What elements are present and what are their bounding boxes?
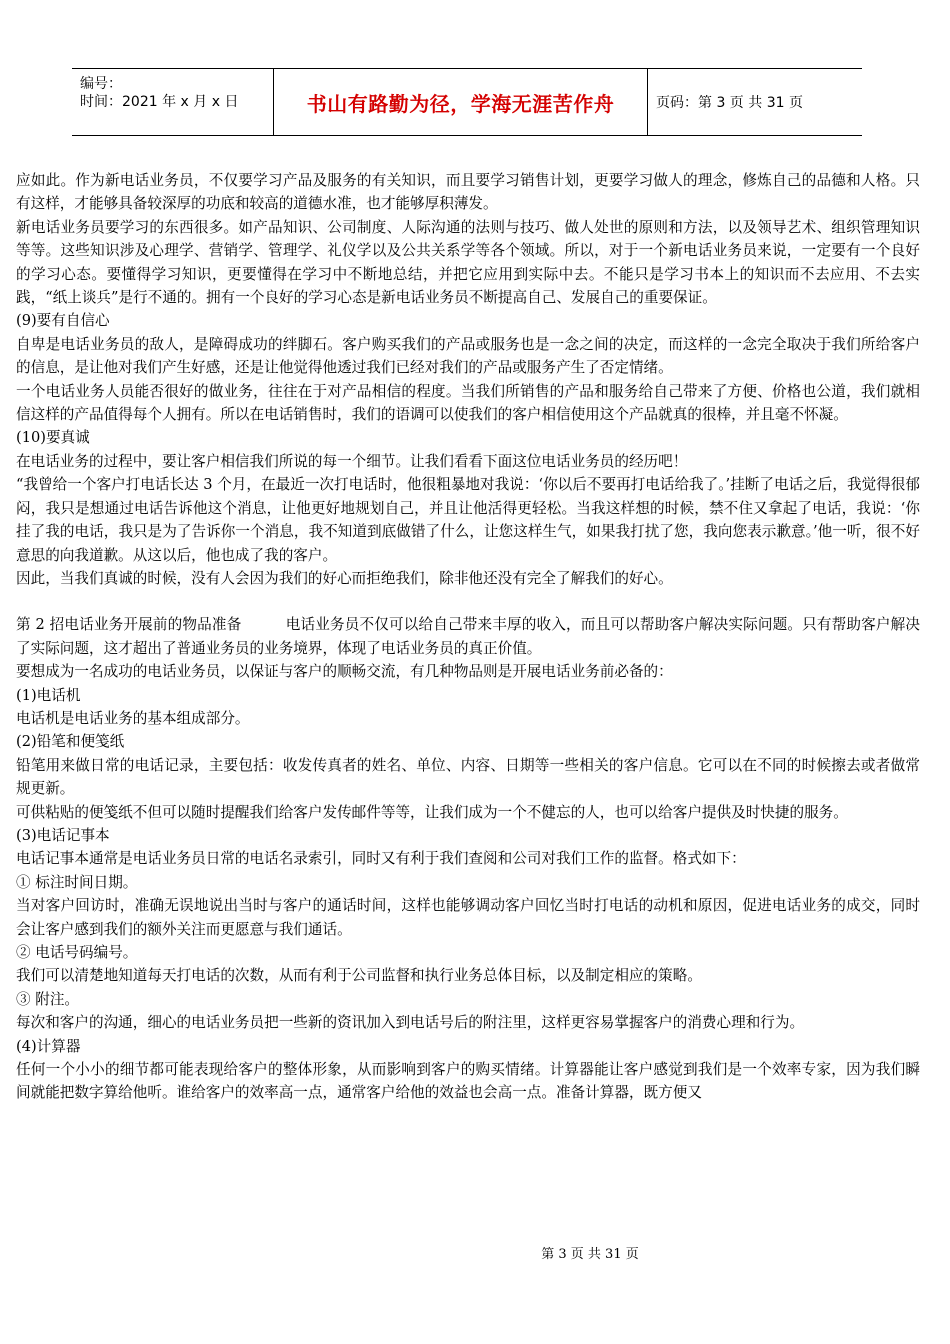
- chapter-intro-paragraph: 第 2 招电话业务开展前的物品准备 电话业务员不仅可以给自己带来丰厚的收入，而且可以帮助客户解决实际问题。只有帮助客户解决了实际问题，这才超出了普通业务员的业务境界，体现了电话业务员的真正价值。: [16, 616, 920, 657]
- section-heading-phone-notebook: (3)电话记事本: [16, 826, 110, 844]
- header-meta: [80, 75, 270, 111]
- paragraph: 因此，当我们真诚的时候，没有人会因为我们的好心而拒绝我们，除非他还没有完全了解我们的好心。: [16, 569, 673, 587]
- section-heading-pencil-notes: (2)铅笔和便笺纸: [16, 733, 125, 751]
- list-item-date: ① 标注时间日期。: [16, 873, 138, 891]
- paragraph: 每次和客户的沟通，细心的电话业务员把一些新的资讯加入到电话号后的附注里，这样更容易掌握客户的消费心理和行为。: [16, 1014, 805, 1032]
- document-number-label: 编号：: [80, 76, 122, 92]
- paragraph: 我们可以清楚地知道每天打电话的次数，从而有利于公司监督和执行业务总体目标，以及制定相应的策略。: [16, 967, 702, 985]
- paragraph: 任何一个小小的细节都可能表现给客户的整体形象，从而影响到客户的购买情绪。计算器能让客户感觉到我们是一个效率专家，因为我们瞬间就能把数字算给他听。谁给客户的效率高一点，通常客户给他的效益也会高一点。准备计算器，既方便又: [16, 1061, 920, 1102]
- header-page-number: 页码：第 3 页 共 31 页: [656, 95, 803, 111]
- section-heading-sincerity: (10)要真诚: [16, 429, 90, 447]
- paragraph: 一个电话业务人员能否很好的做业务，往往在于对产品相信的程度。当我们所销售的产品和服务给自己带来了方便、价格也公道，我们就相信这样的产品值得每个人拥有。所以在电话销售时，我们的语调可以使我们的客户相信使用这个产品就真的很棒，并且毫不怀凝。: [16, 382, 920, 424]
- document-body: [16, 169, 920, 1105]
- paragraph: 电话记事本通常是电话业务员日常的电话名录索引，同时又有利于我们查阅和公司对我们工作的监督。格式如下：: [16, 850, 746, 868]
- page-header: [72, 68, 862, 136]
- paragraph: 新电话业务员要学习的东西很多。如产品知识、公司制度、人际沟通的法则与技巧、做人处世的原则和方法，以及领导艺术、组织管理知识等等。这些知识涉及心理学、营销学、管理学、礼仪学以及公共关系学等各个领域。所以，对于一个新电话业务员来说，一定要有一个良好的学习心态。要懂得学习知识，更要懂得在学习中不断地总结，并把它应用到实际中去。不能只是学习书本上的知识而不去应用、不去实践，“纸上谈兵”是行不通的。拥有一个良好的学习心态是新电话业务员不断提高自己、发展自己的重要保证。: [16, 218, 920, 307]
- paragraph: 当对客户回访时，准确无误地说出当时与客户的通话时间，这样也能够调动客户回忆当时打电话的动机和原因，促进电话业务的成交，同时会让客户感到我们的额外关注而更愿意与我们通话。: [16, 897, 920, 938]
- paragraph: 在电话业务的过程中，要让客户相信我们所说的每一个细节。让我们看看下面这位电话业务员的经历吧！: [16, 452, 688, 470]
- paragraph: 铅笔用来做日常的电话记录，主要包括：收发传真者的姓名、单位、内容、日期等一些相关的客户信息。它可以在不同的时候擦去或者做常规更新。: [16, 756, 920, 798]
- section-heading-confidence: (9)要有自信心: [16, 312, 110, 330]
- document-time-label: 时间：2021 年 x 月 x 日: [80, 94, 239, 110]
- paragraph: 电话机是电话业务的基本组成部分。: [16, 709, 250, 727]
- section-heading-telephone: (1)电话机: [16, 686, 81, 704]
- paragraph: 自卑是电话业务员的敌人，是障碍成功的绊脚石。客户购买我们的产品或服务也是一念之间的决定，而这样的一念完全取决于我们所给客户的信息，是让他对我们产生好感，还是让他觉得他透过我们已经对我们的产品或服务产生了否定情绪。: [16, 335, 920, 377]
- header-motto: 书山有路勤为径，学海无涯苦作舟: [306, 91, 615, 116]
- paragraph: 应如此。作为新电话业务员，不仅要学习产品及服务的有关知识，而且要学习销售计划，更要学习做人的理念，修炼自己的品德和人格。只有这样，才能够具备较深厚的功底和较高的道德水准，也才能够厚积薄发。: [16, 172, 920, 213]
- paragraph: 可供粘贴的便笺纸不但可以随时提醒我们给客户发传邮件等等，让我们成为一个不健忘的人，也可以给客户提供及时快捷的服务。: [16, 803, 848, 821]
- section-heading-calculator: (4)计算器: [16, 1037, 81, 1055]
- list-item-phone-number: ② 电话号码编号。: [16, 944, 138, 961]
- paragraph-quote: “我曾给一个客户打电话长达 3 个月，在最近一次打电话时，他很粗暴地对我说：‘你以后不要再打电话给我了。’挂断了电话之后，我觉得很郁闷，我只是想通过电话告诉他这个消息，让他更好地规划自己，并且让他活得更轻松。当我这样想的时候，禁不住又拿起了电话，我说：‘你挂了我的电话，我只是为了告诉你一个消息，我不知道到底做错了什么，让您这样生气，如果我打扰了您，我向您表示歉意。’他一听，很不好意思的向我道歉。从这以后，他也成了我的客户。: [16, 476, 920, 564]
- header-divider-right: [647, 69, 648, 135]
- paragraph: 要想成为一名成功的电话业务员，以保证与客户的顺畅交流，有几种物品则是开展电话业务前必备的：: [16, 663, 673, 681]
- list-item-notes: ③ 附注。: [16, 990, 80, 1008]
- page-footer: 第 3 页 共 31 页: [541, 1247, 639, 1262]
